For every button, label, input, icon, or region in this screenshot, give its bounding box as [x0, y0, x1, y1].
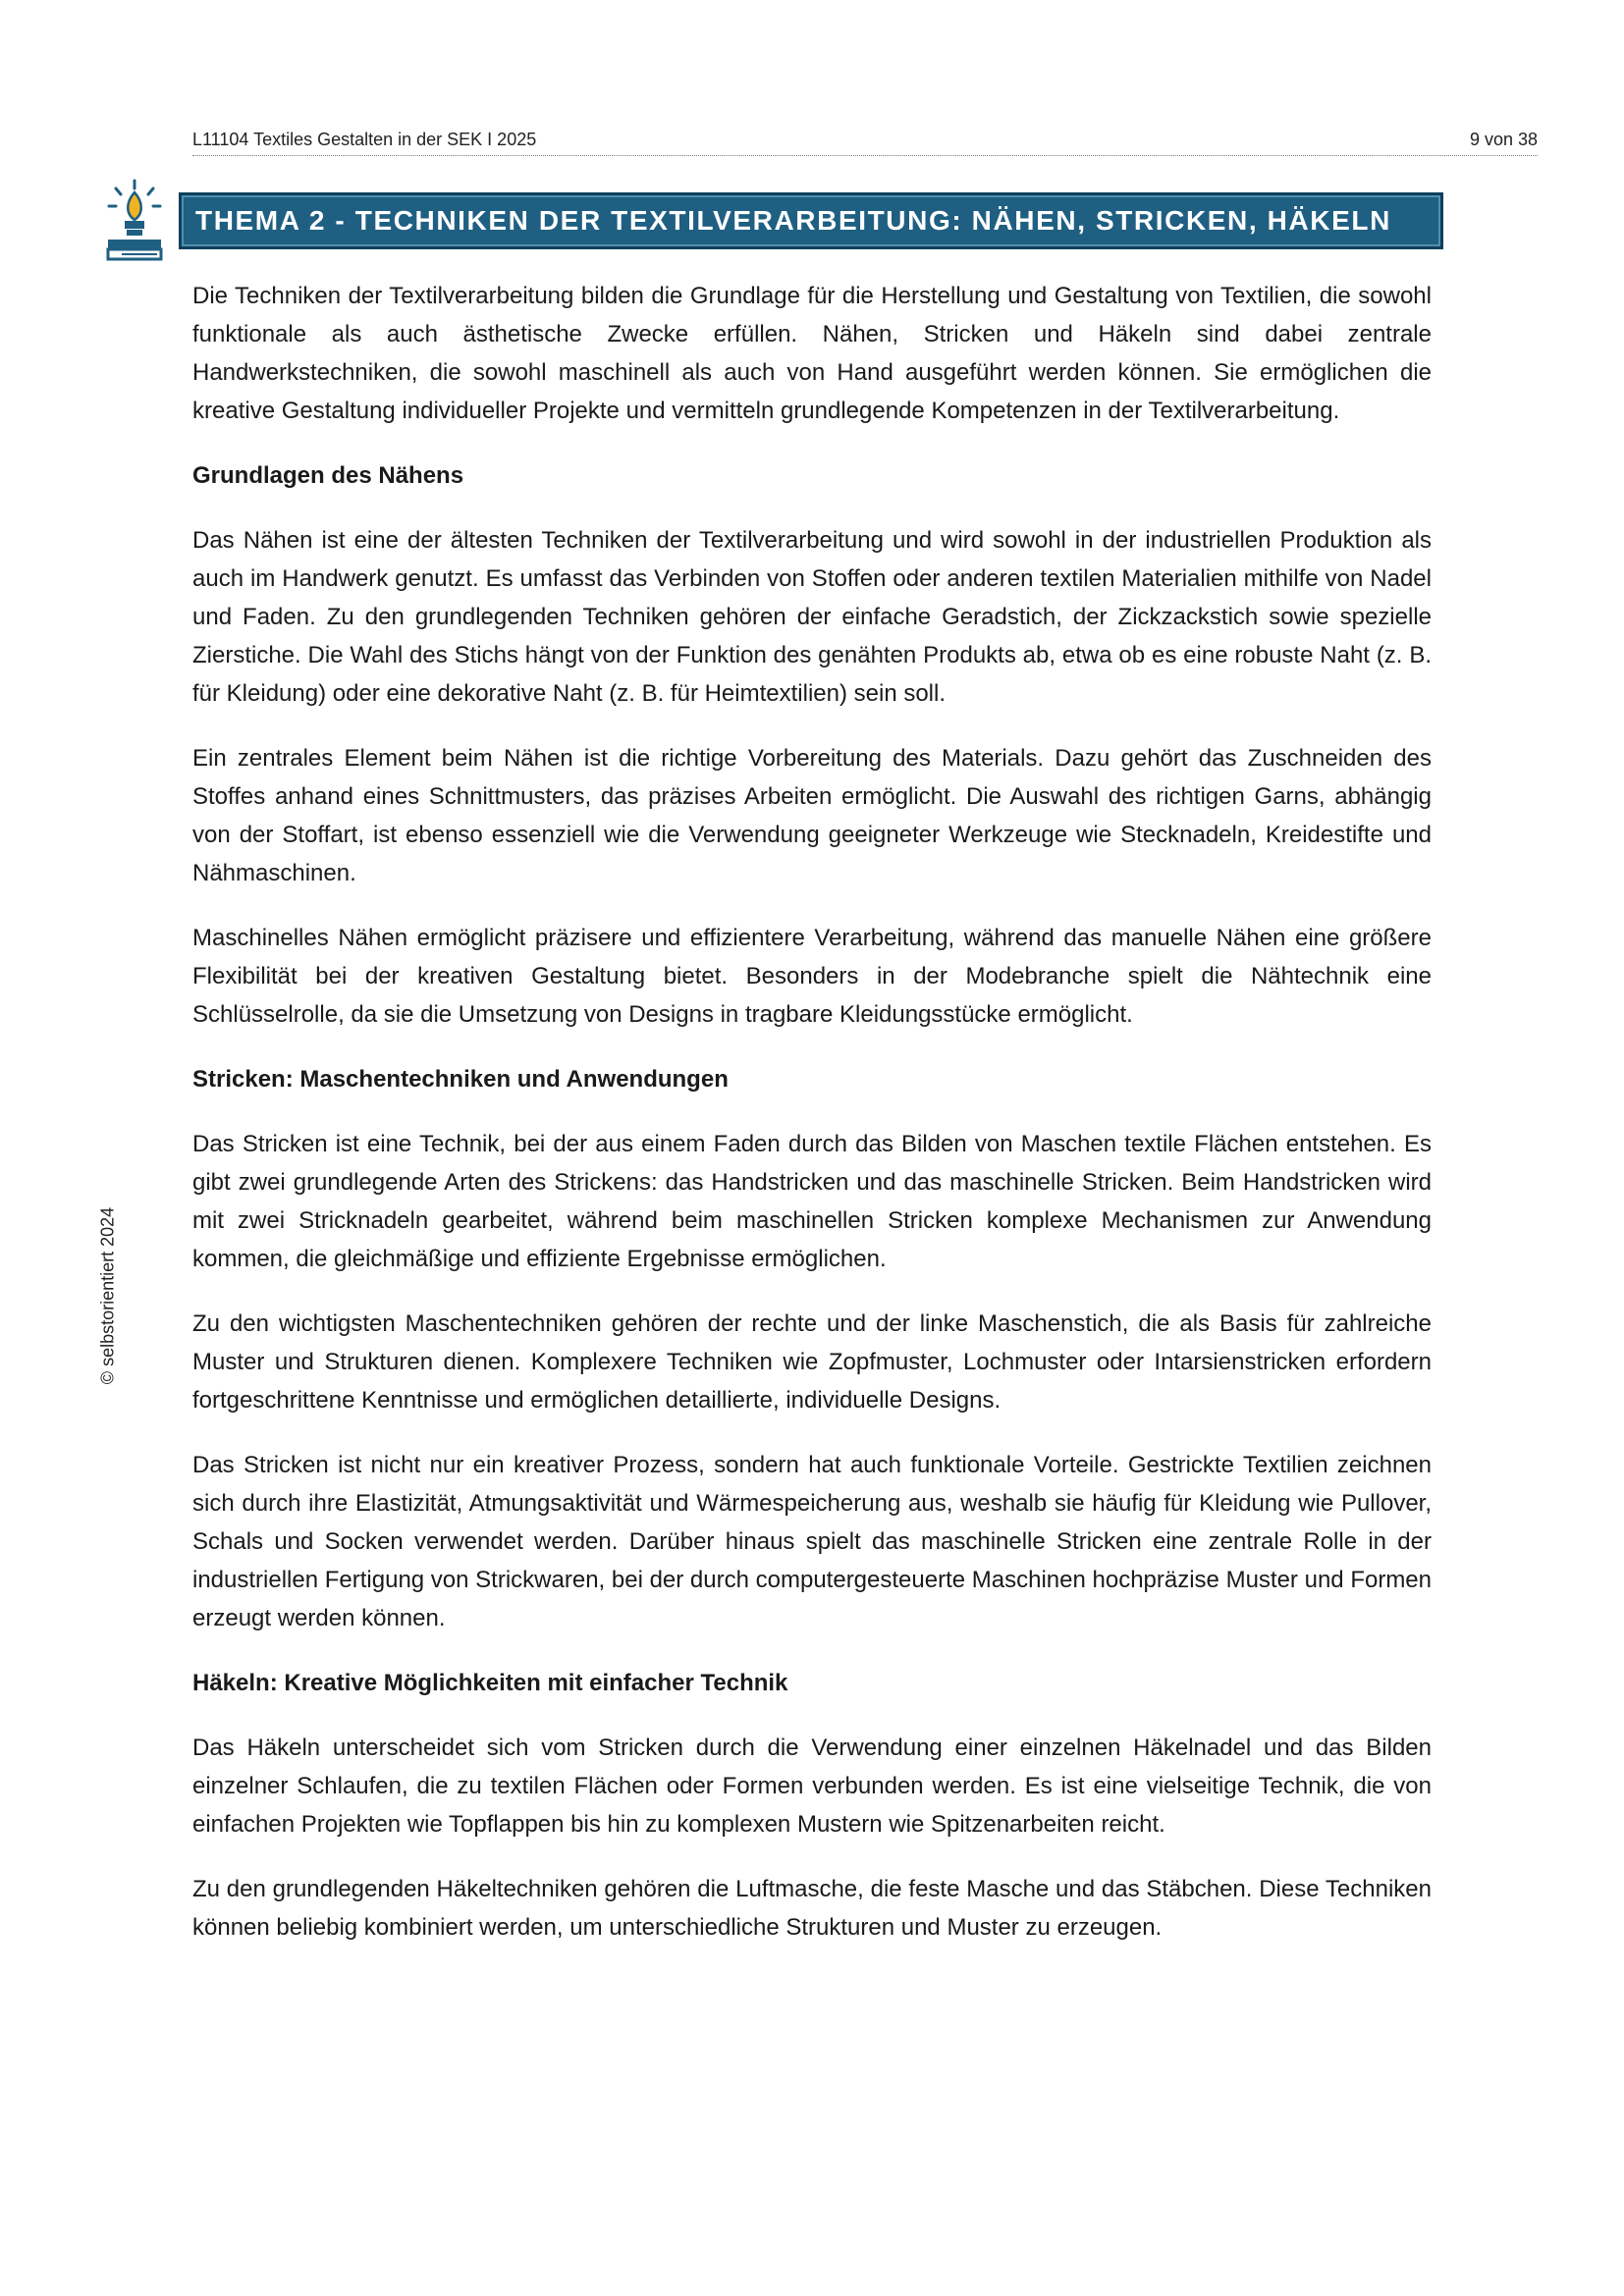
paragraph: Maschinelles Nähen ermöglicht präzisere und effizientere Verarbeitung, während das manuelle Nähen eine größere Flexibilität bei der kreativen Gestaltung bietet. Besonders in der Modebranche spielt die Nähtechnik eine Schlüsselrolle, da sie die Umsetzung von Designs in tragbare Kleidungsstücke ermöglicht.	[192, 925, 1432, 1028]
section-title: THEMA 2 - TECHNIKEN DER TEXTILVERARBEITUNG: NÄHEN, STRICKEN, HÄKELN	[179, 192, 1443, 249]
heading-naehen: Grundlagen des Nähens	[192, 462, 464, 489]
lightbulb-book-icon	[104, 179, 165, 263]
document-title: L11104 Textiles Gestalten in der SEK I 2025	[192, 130, 537, 149]
page-number: 9 von 38	[1469, 130, 1538, 149]
heading-stricken: Stricken: Maschentechniken und Anwendungen	[192, 1066, 729, 1093]
page-header	[192, 130, 1538, 156]
paragraph: Zu den wichtigsten Maschentechniken gehören der rechte und der linke Maschenstich, die als Basis für zahlreiche Muster und Strukturen dienen. Komplexere Techniken wie Zopfmuster, Lochmuster oder Intarsienstricken erfordern fortgeschrittene Kenntnisse und ermöglichen detaillierte, individuelle Designs.	[192, 1310, 1432, 1414]
paragraph: Das Nähen ist eine der ältesten Techniken der Textilverarbeitung und wird sowohl in der industriellen Produktion als auch im Handwerk genutzt. Es umfasst das Verbinden von Stoffen oder anderen textilen Materialien mithilfe von Nadel und Faden. Zu den grundlegenden Techniken gehören der einfache Geradstich, der Zickzackstich sowie spezielle Zierstiche. Die Wahl des Stichs hängt von der Funktion des genähten Produkts ab, etwa ob es eine robuste Naht (z. B. für Kleidung) oder eine dekorative Naht (z. B. für Heimtextilien) sein soll.	[192, 527, 1432, 707]
paragraph: Das Häkeln unterscheidet sich vom Stricken durch die Verwendung einer einzelnen Häkelnadel und das Bilden einzelner Schlaufen, die zu textilen Flächen oder Formen verbunden werden. Es ist eine vielseitige Technik, die von einfachen Projekten wie Topflappen bis hin zu komplexen Mustern wie Spitzenarbeiten reicht.	[192, 1735, 1432, 1838]
heading-haekeln: Häkeln: Kreative Möglichkeiten mit einfacher Technik	[192, 1670, 788, 1696]
paragraph: Ein zentrales Element beim Nähen ist die richtige Vorbereitung des Materials. Dazu gehört das Zuschneiden des Stoffes anhand eines Schnittmusters, das präzises Arbeiten ermöglicht. Die Auswahl des richtigen Garns, abhängig von der Stoffart, ist ebenso essenziell wie die Verwendung geeigneter Werkzeuge wie Stecknadeln, Kreidestifte und Nähmaschinen.	[192, 745, 1432, 886]
main-content	[192, 277, 1432, 1973]
paragraph: Zu den grundlegenden Häkeltechniken gehören die Luftmasche, die feste Masche und das Stäbchen. Diese Techniken können beliebig kombiniert werden, um unterschiedliche Strukturen und Muster zu erzeugen.	[192, 1876, 1432, 1941]
copyright-note: © selbstorientiert 2024	[97, 1206, 118, 1385]
paragraph: Das Stricken ist nicht nur ein kreativer Prozess, sondern hat auch funktionale Vorteile. Gestrickte Textilien zeichnen sich durch ihre Elastizität, Atmungsaktivität und Wärmespeicherung aus, weshalb sie häufig für Kleidung wie Pullover, Schals und Socken verwendet werden. Darüber hinaus spielt das maschinelle Stricken eine zentrale Rolle in der industriellen Fertigung von Strickwaren, bei der durch computergesteuerte Maschinen hochpräzise Muster und Formen erzeugt werden können.	[192, 1452, 1432, 1631]
paragraph: Das Stricken ist eine Technik, bei der aus einem Faden durch das Bilden von Maschen textile Flächen entstehen. Es gibt zwei grundlegende Arten des Strickens: das Handstricken und das maschinelle Stricken. Beim Handstricken wird mit zwei Stricknadeln gearbeitet, während beim maschinellen Stricken komplexe Mechanismen zur Anwendung kommen, die gleichmäßige und effiziente Ergebnisse ermöglichen.	[192, 1131, 1432, 1272]
intro-paragraph: Die Techniken der Textilverarbeitung bilden die Grundlage für die Herstellung und Gestaltung von Textilien, die sowohl funktionale als auch ästhetische Zwecke erfüllen. Nähen, Stricken und Häkeln sind dabei zentrale Handwerkstechniken, die sowohl maschinell als auch von Hand ausgeführt werden können. Sie ermöglichen die kreative Gestaltung individueller Projekte und vermitteln grundlegende Kompetenzen in der Textilverarbeitung.	[192, 283, 1432, 424]
